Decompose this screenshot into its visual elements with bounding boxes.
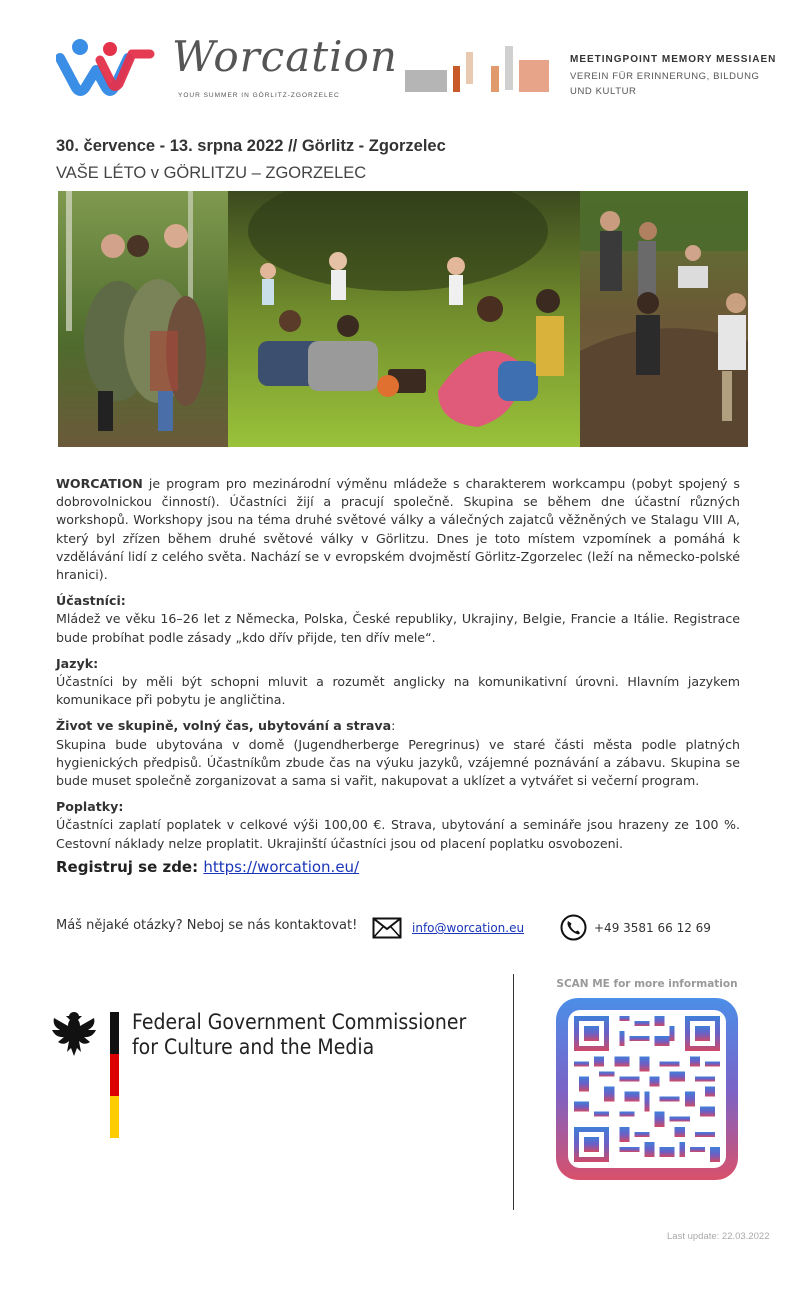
intro-text: je program pro mezinárodní výměnu mládeže s charakterem workcampu (pobyt spojený s dobrovolnickou činností). Účastníci žijí a pracují společně. Skupina se během dne účastní různých workshopů. Workshopy jsou na téma druhé světové války a válečných zajatců věžněných ve Stalagu VIII A, který byl zřízen během druhé světové války v Görlitzu. Dnes je toto místem vzpomínek a pomáhá k vzdělávání lidí z celého světa. Nachází se v evropském dvojměstí Görlitz-Zgorzelec (leží na německo-polské hranici). [56,476,740,583]
partner-subtitle: VEREIN FÜR ERINNERUNG, BILDUNG UND KULTUR [570,71,760,97]
register-link[interactable]: https://worcation.eu/ [203,858,360,876]
section-text: Účastníci zaplatí poplatek v celkové výši 100,00 €. Strava, ubytování a semináře jsou hrazeny ze 100 %. Cestovní náklady nelze proplatit. Ukrajinští účastníci jsou od placení poplatku osvobozeni. [56,817,740,851]
photo-collage [58,191,748,447]
section-heading-colon: : [391,718,396,734]
section-text: Účastníci by měli být schopni mluvit a rozumět anglicky na komunikativní úrovni. Hlavním jazykem komunikace při pobytu je angličtina. [56,674,740,708]
phone-icon [560,914,587,941]
intro-paragraph [56,475,740,584]
eagle-icon [48,1008,100,1060]
german-flag-bar [110,1012,119,1138]
sponsor-line2: for Culture and the Media [132,1035,375,1059]
section-group-life [56,717,740,790]
worcation-logo-icon [56,36,161,98]
event-date-line: 30. července - 13. srpna 2022 // Görlitz - Zgorzelec [56,137,446,155]
program-description [56,475,740,861]
vertical-divider [513,974,514,1210]
section-heading: Účastníci: [56,593,126,609]
contact-question: Máš nějaké otázky? Neboj se nás kontaktovat! [56,918,358,933]
section-fees [56,798,740,853]
event-subtitle: VAŠE LÉTO v GÖRLITZU – ZGORZELEC [56,164,367,182]
photo-excavation [580,191,748,447]
photo-park [228,191,580,447]
mail-icon [372,917,402,939]
sponsor-name [132,1010,466,1060]
register-label: Registruj se zde: [56,858,204,876]
section-heading-wrap [56,717,740,735]
intro-bold: WORCATION [56,476,143,491]
photo-group-hug [58,191,228,447]
section-text: Mládež ve věku 16–26 let z Německa, Polska, České republiky, Ukrajiny, Belgie, Francie a Itálie. Registrace bude probíhat podle zásady „kdo dřív přijde, ten dřív mele“. [56,611,740,645]
phone-number: +49 3581 66 12 69 [594,921,711,935]
section-participants [56,592,740,647]
partner-title: MEETINGPOINT MEMORY MESSIAEN [570,54,777,65]
section-text: Skupina bude ubytována v domě (Jugendherberge Peregrinus) ve staré části města podle platných hygienických předpisů. Účastníkům zbude čas na výuku jazyků, vzájemné poznávání a zábavu. Skupina se bude muset společně zorganizovat a sama si vařit, nakupovat a uklízet a vytvářet si večerní program. [56,736,740,789]
memory-bars-logo [405,44,555,96]
register-line [56,858,359,876]
section-heading: Život ve skupině, volný čas, ubytování a strava [56,718,392,734]
section-heading: Poplatky: [56,799,124,815]
qr-label: SCAN ME for more information [556,978,738,990]
worcation-logo-word: Worcation [172,32,398,81]
section-language [56,655,740,710]
logo-tagline: YOUR SUMMER IN GÖRLITZ-ZGORZELEC [178,92,340,99]
sponsor-line1: Federal Government Commissioner [132,1010,467,1034]
last-update: Last update: 22.03.2022 [667,1231,770,1242]
qr-code[interactable] [574,1016,720,1162]
section-heading: Jazyk: [56,655,99,671]
email-link[interactable]: info@worcation.eu [412,921,525,935]
